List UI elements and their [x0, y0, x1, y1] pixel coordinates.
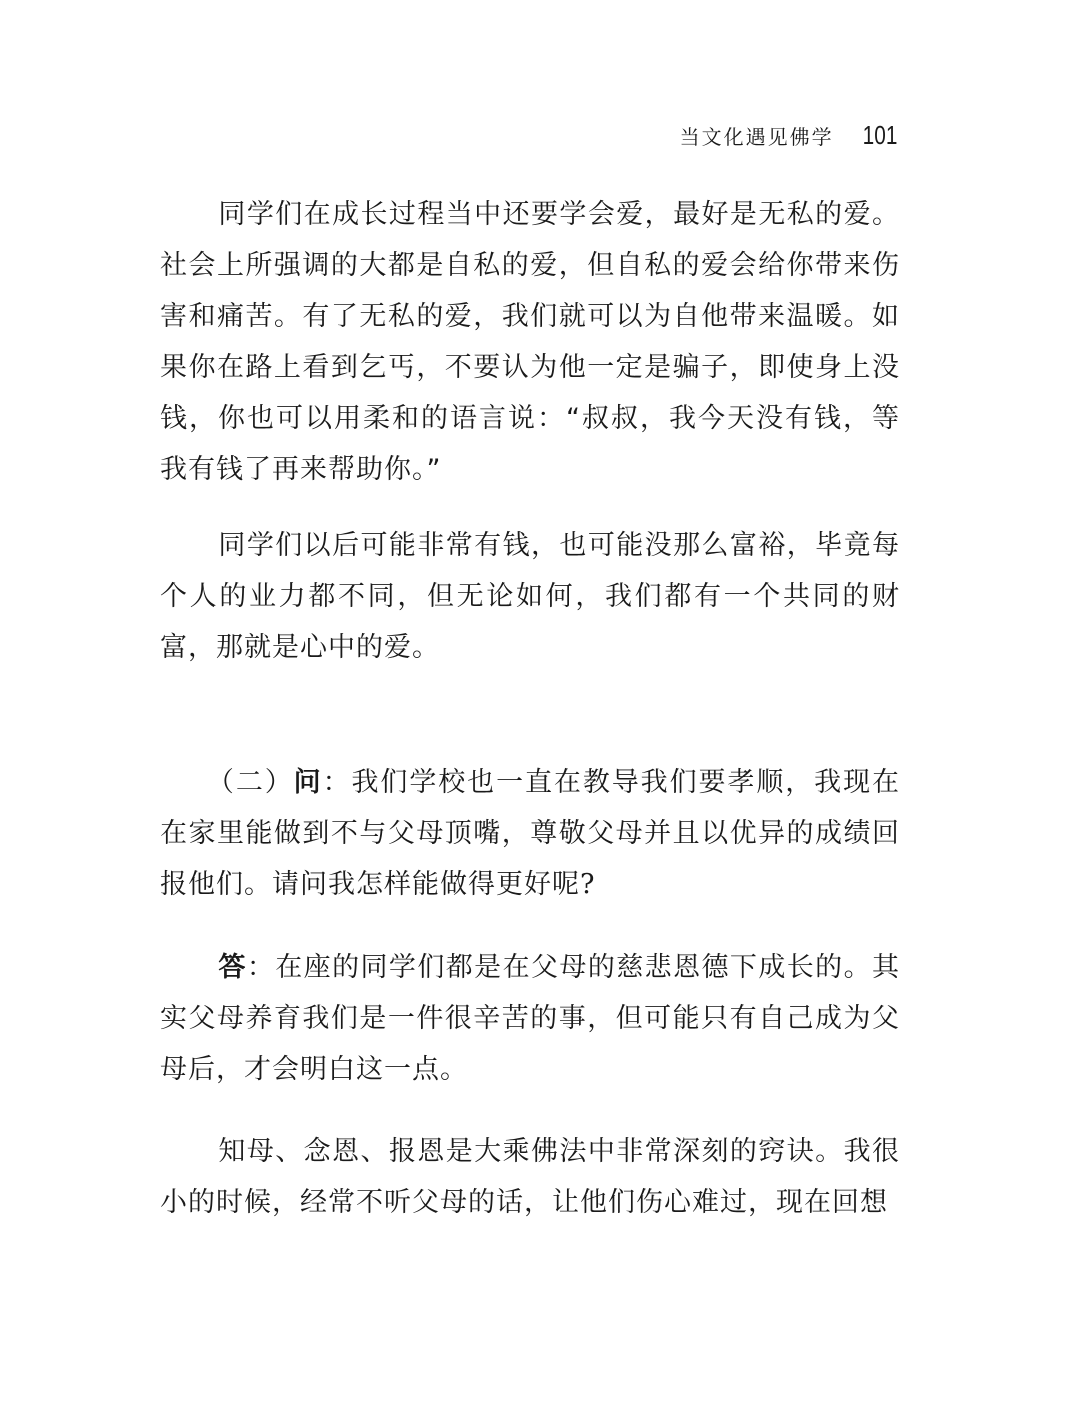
page-number: 101 [862, 120, 897, 150]
answer-label: 答 [218, 952, 247, 983]
paragraph-wealth [160, 520, 900, 673]
question-paragraph [160, 757, 900, 910]
paragraph-love [160, 189, 900, 495]
answer-paragraph [160, 942, 900, 1095]
question-label: 问 [293, 767, 323, 798]
answer-text: ：在座的同学们都是在父母的慈悲恩德下成长的。其实父母养育我们是一件很辛苦的事，但可能只有自己成为父母后，才会明白这一点。 [160, 952, 901, 1085]
book-title: 当文化遇见佛学 [679, 125, 834, 149]
paragraph-gratitude-text: 知母、念恩、报恩是大乘佛法中非常深刻的窍诀。我很小的时候，经常不听父母的话，让他们伤心难过，现在回想 [160, 1136, 900, 1218]
question-number: （二） [206, 767, 294, 798]
paragraph-love-text: 同学们在成长过程当中还要学会爱，最好是无私的爱。社会上所强调的大都是自私的爱，但自私的爱会给你带来伤害和痛苦。有了无私的爱，我们就可以为自他带来温暖。如果你在路上看到乞丐，不要认为他一定是骗子，即使身上没钱，你也可以用柔和的语言说：“叔叔，我今天没有钱，等我有钱了再来帮助你。” [160, 199, 900, 485]
running-header [680, 120, 897, 151]
paragraph-gratitude [160, 1126, 900, 1228]
paragraph-wealth-text: 同学们以后可能非常有钱，也可能没那么富裕，毕竟每个人的业力都不同，但无论如何，我们都有一个共同的财富，那就是心中的爱。 [160, 530, 900, 663]
question-text: ：我们学校也一直在教导我们要孝顺，我现在在家里能做到不与父母顶嘴，尊敬父母并且以优异的成绩回报他们。请问我怎样能做得更好呢? [160, 767, 901, 900]
